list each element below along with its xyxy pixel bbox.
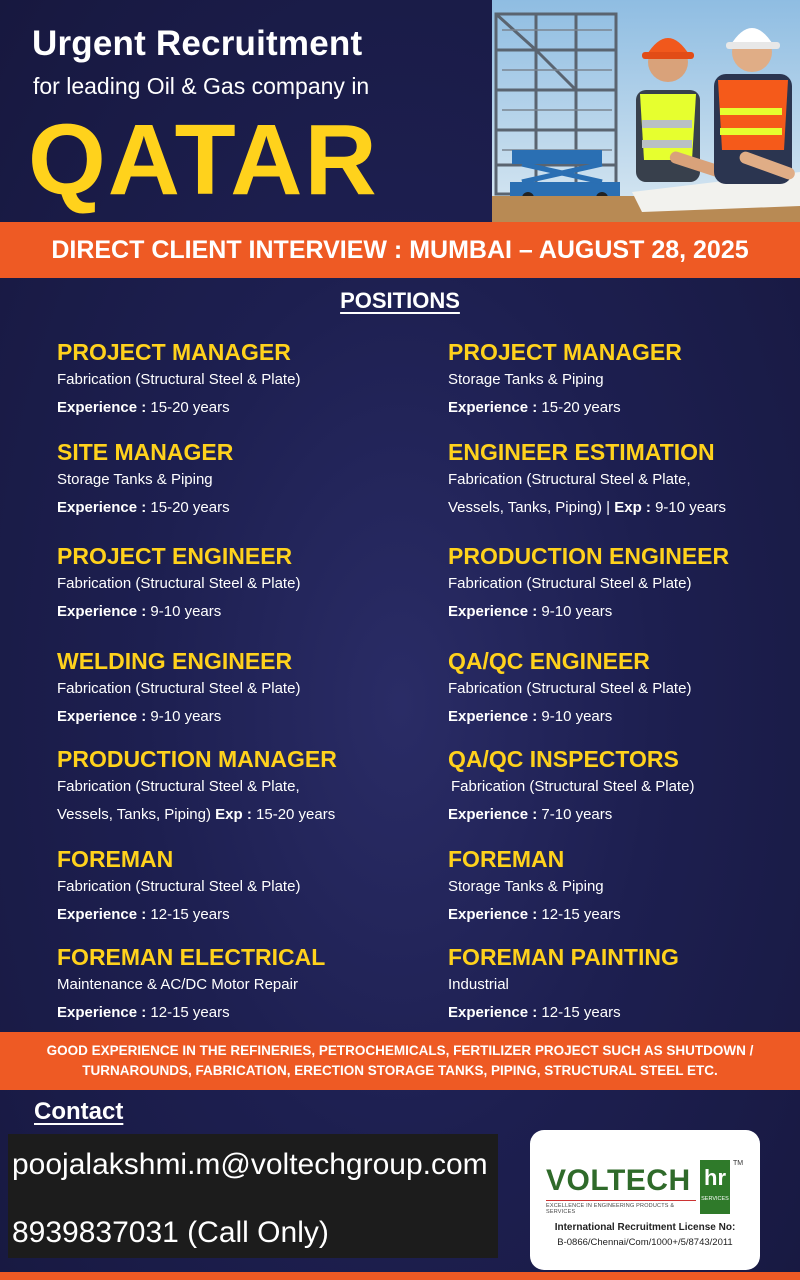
job-experience [448, 598, 788, 626]
job-title: ENGINEER ESTIMATION [448, 439, 715, 465]
services-text: SERVICES [701, 1196, 729, 1202]
logo-brand: VOLTECH [546, 1164, 691, 1197]
job-experience [57, 999, 397, 1027]
job-project-manager-fabrication [57, 338, 397, 422]
experience-label: Experience : [57, 603, 147, 620]
experience-value: 9-10 years [541, 708, 613, 725]
job-production-engineer [448, 542, 788, 626]
company-logo-card [530, 1130, 760, 1270]
job-experience [448, 703, 788, 731]
job-title: QA/QC ENGINEER [448, 648, 650, 674]
job-experience [448, 999, 788, 1027]
job-foreman-fabrication [57, 845, 397, 929]
positions-heading-text: POSITIONS [340, 288, 460, 313]
header [0, 0, 800, 222]
job-welding-engineer [57, 647, 397, 731]
job-experience [448, 801, 788, 829]
construction-site-photo [492, 0, 800, 222]
experience-label: Experience : [448, 806, 538, 823]
job-foreman-storage [448, 845, 788, 929]
job-description: Maintenance & AC/DC Motor Repair [57, 976, 298, 993]
license-label: International Recruitment License No: [554, 1222, 736, 1233]
experience-label: Exp : [215, 806, 252, 823]
job-description: Fabrication (Structural Steel & Plate) [448, 575, 692, 592]
experience-label: Experience : [57, 499, 147, 516]
contact-phone[interactable]: 8939837031 (Call Only) [12, 1216, 329, 1249]
interview-banner-text: DIRECT CLIENT INTERVIEW : MUMBAI – AUGUST 28, 2025 [51, 236, 749, 264]
experience-value: 12-15 years [150, 1004, 230, 1021]
experience-label: Exp : [614, 499, 651, 516]
job-title: PROJECT ENGINEER [57, 543, 293, 569]
job-experience [57, 703, 397, 731]
experience-value: 15-20 years [256, 806, 336, 823]
experience-label: Experience : [57, 399, 147, 416]
experience-value: 12-15 years [150, 906, 230, 923]
contact-email[interactable]: poojalakshmi.m@voltechgroup.com [12, 1148, 488, 1181]
job-qa-qc-engineer [448, 647, 788, 731]
experience-label: Experience : [448, 708, 538, 725]
job-description: Fabrication (Structural Steel & Plate) [57, 371, 301, 388]
job-foreman-painting [448, 943, 788, 1027]
experience-value: 9-10 years [655, 499, 726, 516]
job-description: Fabrication (Structural Steel & Plate, [448, 471, 691, 488]
job-description-tail: Vessels, Tanks, Piping) | [448, 499, 611, 516]
job-description: Storage Tanks & Piping [57, 471, 213, 488]
experience-value: 15-20 years [150, 499, 230, 516]
job-project-manager-storage [448, 338, 788, 422]
job-title: FOREMAN [448, 846, 565, 872]
experience-label: Experience : [57, 1004, 147, 1021]
job-description: Industrial [448, 976, 509, 993]
experience-value: 7-10 years [541, 806, 613, 823]
experience-value: 12-15 years [541, 1004, 621, 1021]
hr-services-badge [700, 1160, 730, 1214]
license-number: B-0866/Chennai/Com/1000+/5/8743/2011 [557, 1237, 733, 1248]
experience-note: GOOD EXPERIENCE IN THE REFINERIES, PETROCHEMICALS, FERTILIZER PROJECT SUCH AS SHUTDOWN / TURNAROUNDS, FABRICATION, ERECTION STORAGE TANKS, PIPING, STRUCTURAL STEEL ETC. [46, 1043, 754, 1078]
job-foreman-electrical [57, 943, 397, 1027]
job-description: Fabrication (Structural Steel & Plate) [57, 575, 301, 592]
job-title: PRODUCTION MANAGER [57, 746, 337, 772]
job-title: FOREMAN PAINTING [448, 944, 679, 970]
contact-box [8, 1134, 498, 1258]
job-title: SITE MANAGER [57, 439, 234, 465]
experience-label: Experience : [57, 708, 147, 725]
job-title: FOREMAN ELECTRICAL [57, 944, 326, 970]
job-description: Fabrication (Structural Steel & Plate) [57, 680, 301, 697]
experience-value: 12-15 years [541, 906, 621, 923]
job-description: Fabrication (Structural Steel & Plate) [57, 878, 301, 895]
job-qa-qc-inspectors [448, 745, 788, 829]
positions-heading [0, 288, 800, 314]
job-description-cont [57, 801, 397, 829]
job-description-cont [448, 494, 788, 522]
experience-label: Experience : [448, 1004, 538, 1021]
job-title: PROJECT MANAGER [448, 339, 682, 365]
job-title: PRODUCTION ENGINEER [448, 543, 730, 569]
job-experience [448, 901, 788, 929]
trademark-mark: TM [733, 1160, 744, 1167]
experience-value: 15-20 years [150, 399, 230, 416]
poster-title: Urgent Recruitment [32, 24, 363, 63]
job-description: Storage Tanks & Piping [448, 878, 604, 895]
job-project-engineer [57, 542, 397, 626]
job-description-tail: Vessels, Tanks, Piping) [57, 806, 211, 823]
contact-heading: Contact [34, 1098, 124, 1125]
experience-note-band [0, 1032, 800, 1090]
experience-value: 9-10 years [541, 603, 613, 620]
experience-value: 9-10 years [150, 603, 222, 620]
bottom-strip [0, 1272, 800, 1280]
job-description: Fabrication (Structural Steel & Plate) [448, 680, 692, 697]
experience-value: 15-20 years [541, 399, 621, 416]
job-experience [57, 598, 397, 626]
hr-text: hr [704, 1165, 726, 1190]
experience-label: Experience : [57, 906, 147, 923]
job-site-manager [57, 438, 397, 522]
country-name: QATAR [28, 104, 379, 216]
job-experience [57, 394, 397, 422]
job-description: Fabrication (Structural Steel & Plate, [57, 778, 300, 795]
interview-banner [0, 222, 800, 278]
job-production-manager [57, 745, 397, 829]
job-description: Storage Tanks & Piping [448, 371, 604, 388]
logo-tagline: EXCELLENCE IN ENGINEERING PRODUCTS & SERVICES [546, 1200, 696, 1215]
job-description: Fabrication (Structural Steel & Plate) [451, 778, 695, 795]
experience-value: 9-10 years [150, 708, 222, 725]
job-title: WELDING ENGINEER [57, 648, 293, 674]
job-title: QA/QC INSPECTORS [448, 746, 679, 772]
company-logo [546, 1164, 691, 1198]
job-experience [57, 901, 397, 929]
job-experience [448, 394, 788, 422]
job-engineer-estimation [448, 438, 788, 522]
job-title: FOREMAN [57, 846, 174, 872]
job-experience [57, 494, 397, 522]
poster-subtitle: for leading Oil & Gas company in [33, 73, 370, 99]
experience-label: Experience : [448, 603, 538, 620]
job-title: PROJECT MANAGER [57, 339, 291, 365]
experience-label: Experience : [448, 906, 538, 923]
experience-label: Experience : [448, 399, 538, 416]
